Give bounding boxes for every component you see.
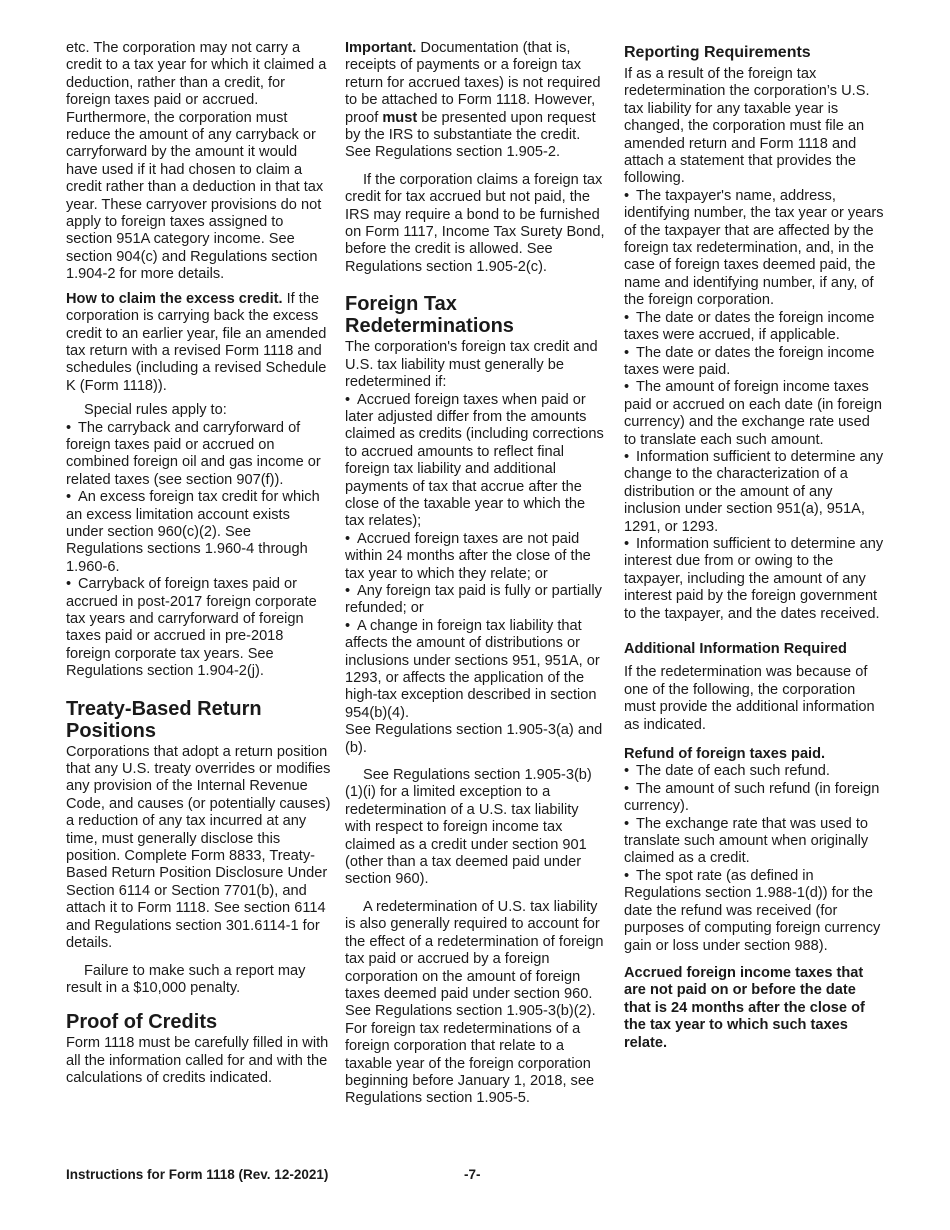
list-item: • Information sufficient to determine any change to the characterization of a distribution or the amount of any inclusion under section 951(a), 951A, 1291, or 1293. <box>624 448 884 535</box>
bond-paragraph: If the corporation claims a foreign tax credit for tax accrued but not paid, the IRS may require a bond to be furnished on Form 1117, Income Tax Surety Bond, before the credit is allowed. See Regulations section 1.905-2(c). <box>345 171 605 275</box>
additional-info-paragraph: If the redetermination was because of one of the following, the corporation must provide the additional information as indicated. <box>624 664 875 733</box>
refund-heading: Refund of foreign taxes paid. <box>624 746 826 763</box>
claim-excess-heading: How to claim the excess credit. <box>66 290 283 307</box>
list-item: • The date or dates the foreign income taxes were paid. <box>624 344 875 378</box>
must-emphasis: must <box>382 109 418 126</box>
claim-excess-text: If the corporation is carrying back the excess credit to an earlier year, file an amended tax return with a revised Form 1118 and schedules (including a revised Schedule K (Form 1118)). <box>66 290 327 394</box>
limited-exception-paragraph: See Regulations section 1.905-3(b)(1)(i) for a limited exception to a redetermination of a U.S. tax liability with respect to foreign income tax claimed as a credit under section 901 (other than a tax deemed paid under section 960). <box>345 767 592 888</box>
claim-excess-paragraph <box>66 291 331 395</box>
list-item: • Accrued foreign taxes are not paid within 24 months after the close of the tax year to which they relate; or <box>345 530 591 582</box>
reporting-heading: Reporting Requirements <box>624 44 811 61</box>
list-item: • The amount of foreign income taxes paid or accrued on each date (in foreign currency) and the exchange rate used to translate each such amount. <box>624 379 882 448</box>
additional-info-heading: Additional Information Required <box>624 641 847 657</box>
redeterminations-heading: Foreign Tax Redeterminations <box>345 293 514 338</box>
accrued-taxes-heading: Accrued foreign income taxes that are not paid on or before the date that is 24 months after the close of the tax year to which such taxes relate. <box>624 964 865 1051</box>
column-3 <box>624 40 886 1059</box>
list-item: • An excess foreign tax credit for which an excess limitation account exists under section 960(c)(2). See Regulations sections 1.960-4 through 1.960-6. <box>66 489 320 575</box>
penalty-paragraph: Failure to make such a report may result in a $10,000 penalty. <box>66 962 306 996</box>
redeterminations-intro: The corporation's foreign tax credit and U.S. tax liability must generally be redetermined if: <box>345 339 598 391</box>
carryover-paragraph: etc. The corporation may not carry a credit to a tax year for which it claimed a deduction, rather than a credit, for foreign taxes paid or accrued. Furthermore, the corporation must reduce the amount of any carryback or carryforward by the amount it would have used if it had chosen to claim a credit rather than a deduction in that tax year. These carryover provisions do not apply to foreign taxes assigned to section 951A category income. See section 904(c) and Regulations section 1.904-2 for more details. <box>66 40 327 283</box>
list-item: • The spot rate (as defined in Regulations section 1.988-1(d)) for the date the refund was received (for purposes of computing foreign currency gain or loss under section 988). <box>624 867 881 954</box>
list-item: • The taxpayer's name, address, identifying number, the tax year or years of the taxpayer that are affected by the foreign tax redetermination, and, in the case of foreign taxes deemed paid, the name and identifying number, if any, of the foreign corporation. <box>624 187 884 309</box>
list-item: • Accrued foreign taxes when paid or later adjusted differ from the amounts claimed as credits (including corrections to accrued amounts to reflect final foreign tax liability and additional payments of tax that accrue after the close of the taxable year to which the tax relates); <box>345 391 604 530</box>
important-paragraph: Important. Documentation (that is, receipts of payments or a foreign tax return for accrued taxes) is not required to be attached to Form 1118. However, proof must be presented upon request by the IRS to substantiate the credit. See Regulations section 1.905-2. <box>345 40 601 161</box>
page-number: -7- <box>464 1167 481 1182</box>
list-item: • Information sufficient to determine any interest due from or owing to the taxpayer, including the amount of any interest paid by the foreign government to the taxpayer, and the dates received. <box>624 535 884 622</box>
list-item: • Carryback of foreign taxes paid or accrued in post-2017 foreign corporate tax years and carryforward of foreign taxes paid or accrued in pre-2018 foreign corporate tax years. See Regulations section 1.904-2(j). <box>66 576 317 680</box>
list-item: • A change in foreign tax liability that affects the amount of distributions or inclusions under sections 951, 951A, or 1293, or affects the application of the high-tax exception described in section 954(b)(4). <box>345 617 600 721</box>
column-2 <box>345 40 607 1115</box>
reporting-paragraph: If as a result of the foreign tax redetermination the corporation’s U.S. tax liability for any taxable year is changed, the corporation must file an amended return and Form 1118 and attach a statement that provides the following. <box>624 66 870 187</box>
proof-heading: Proof of Credits <box>66 1011 218 1034</box>
proof-paragraph: Form 1118 must be carefully filled in with all the information called for and with the calculations of credits indicated. <box>66 1035 329 1087</box>
form-title-footer: Instructions for Form 1118 (Rev. 12-2021) <box>66 1167 329 1182</box>
list-item: • The amount of such refund (in foreign currency). <box>624 780 880 815</box>
list-item: • The carryback and carryforward of foreign taxes paid or accrued on combined foreign oil and gas income or related taxes (see section 907(f)). <box>66 419 321 488</box>
list-item: • The date of each such refund. <box>624 763 830 780</box>
important-label: Important. <box>345 40 417 56</box>
us-redetermination-paragraph: A redetermination of U.S. tax liability is also generally required to account for the effect of a redetermination of foreign tax paid or accrued by a foreign corporation on the amount of foreign taxes deemed paid under section 960. See Regulations section 1.905-3(b)(2). For foreign tax redeterminations of a foreign corporation that relate to a taxable year of the foreign corporation beginning before January 1, 2018, see Regulations section 1.905-5. <box>345 898 604 1107</box>
column-1 <box>66 40 331 1095</box>
list-item: • The exchange rate that was used to translate such amount when originally claimed as a credit. <box>624 815 869 867</box>
special-rules-intro: Special rules apply to: <box>84 402 227 419</box>
see-regs-paragraph: See Regulations section 1.905-3(a) and (b). <box>345 722 603 756</box>
list-item: • Any foreign tax paid is fully or partially refunded; or <box>345 582 602 617</box>
list-item: • The date or dates the foreign income taxes were accrued, if applicable. <box>624 309 875 344</box>
treaty-paragraph: Corporations that adopt a return position that any U.S. treaty overrides or modifies any provision of the Internal Revenue Code, and causes (or potentially causes) a reduction of any tax incurred at any time, must generally disclose this position. Complete Form 8833, Treaty-Based Return Position Disclosure Under Section 6114 or Section 7701(b), and attach it to Form 1118. See section 6114 and Regulations section 301.6114-1 for details. <box>66 743 331 952</box>
treaty-heading: Treaty-Based Return Positions <box>66 697 262 742</box>
